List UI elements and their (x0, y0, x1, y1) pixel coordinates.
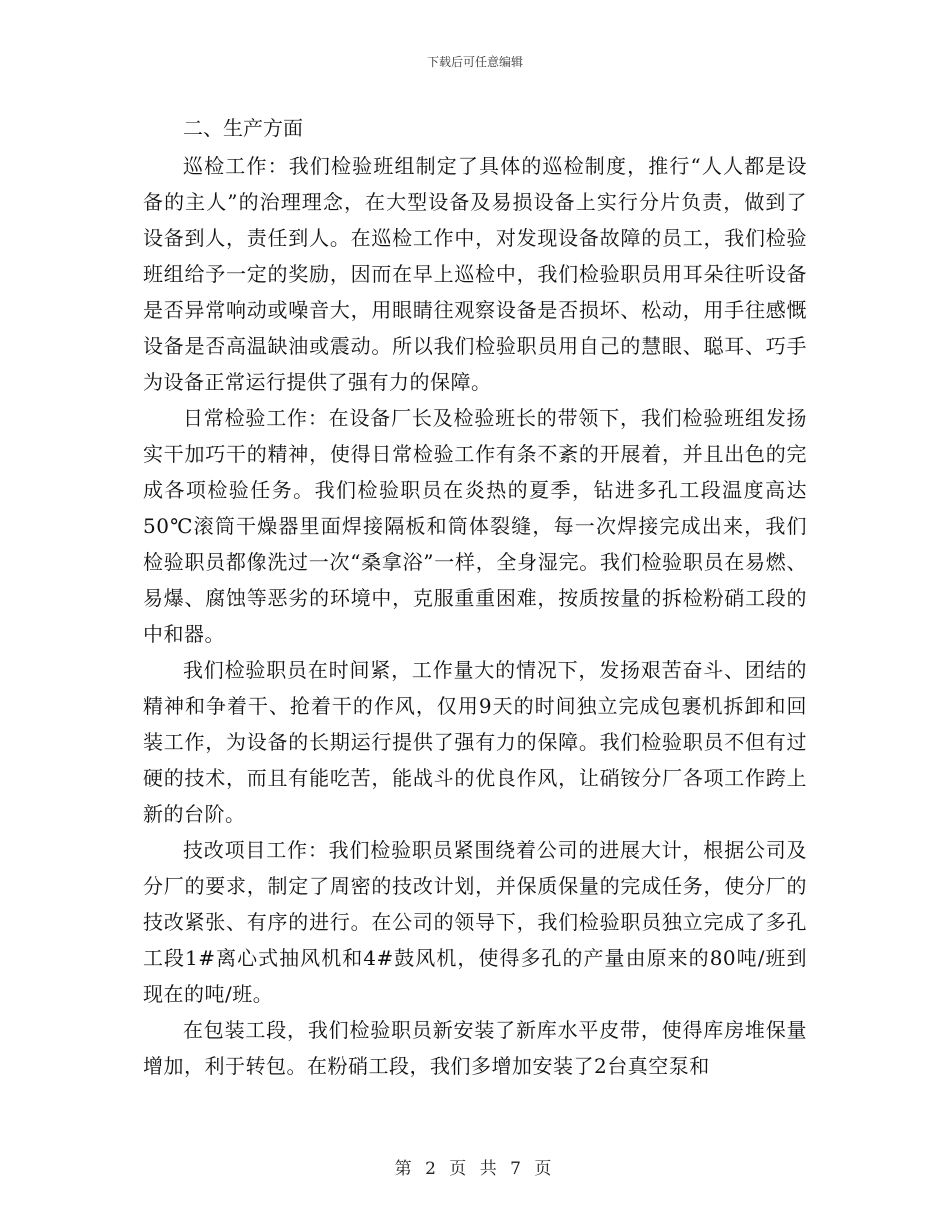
paragraph-daily-maintenance: 日常检验工作：在设备厂长及检验班长的带领下，我们检验班组发扬实干加巧干的精神，使得日常检验工作有条不紊的开展着，并且出色的完成各项检验任务。我们检验职员在炎热的夏季，钻进多孔工段温度高达50℃滚筒干燥器里面焊接隔板和筒体裂缝，每一次焊接完成出来，我们检验职员都像洗过一次“桑拿浴”一样，全身湿完。我们检验职员在易燃、易爆、腐蚀等恶劣的环境中，克服重重困难，按质按量的拆检粉硝工段的中和器。 (143, 406, 807, 646)
paragraph-packaging-section: 在包装工段，我们检验职员新安装了新库水平皮带，使得库房堆保量增加，利于转包。在粉硝工段，我们多增加安装了2台真空泵和 (143, 1018, 807, 1078)
section-heading: 二、生产方面 (183, 116, 303, 140)
paragraph-tech-upgrade: 技改项目工作：我们检验职员紧围绕着公司的进展大计，根据公司及分厂的要求，制定了周密的技改计划，并保质保量的完成任务，使分厂的技改紧张、有序的进行。在公司的领导下，我们检验职员独立完成了多孔工段1#离心式抽风机和4#鼓风机，使得多孔的产量由原来的80吨/班到现在的吨/班。 (143, 838, 807, 1006)
paragraph-packaging-machine: 我们检验职员在时间紧，工作量大的情况下，发扬艰苦奋斗、团结的精神和争着干、抢着干的作风，仅用9天的时间独立完成包裹机拆卸和回装工作，为设备的长期运行提供了强有力的保障。我们检验职员不但有过硬的技术，而且有能吃苦，能战斗的优良作风，让硝铵分厂各项工作跨上新的台阶。 (143, 658, 807, 826)
document-body (143, 112, 807, 1084)
page-header: 下载后可任意编辑 (426, 55, 523, 69)
page-footer: 第 2 页 共 7 页 (394, 1159, 556, 1179)
paragraph-inspection: 巡检工作：我们检验班组制定了具体的巡检制度，推行“人人都是设备的主人”的治理理念，在大型设备及易损设备上实行分片负责，做到了设备到人，责任到人。在巡检工作中，对发现设备故障的员工，我们检验班组给予一定的奖励，因而在早上巡检中，我们检验职员用耳朵往听设备是否异常响动或噪音大，用眼睛往观察设备是否损坏、松动，用手往感慨设备是否高温缺油或震动。所以我们检验职员用自己的慧眼、聪耳、巧手为设备正常运行提供了强有力的保障。 (143, 154, 807, 394)
